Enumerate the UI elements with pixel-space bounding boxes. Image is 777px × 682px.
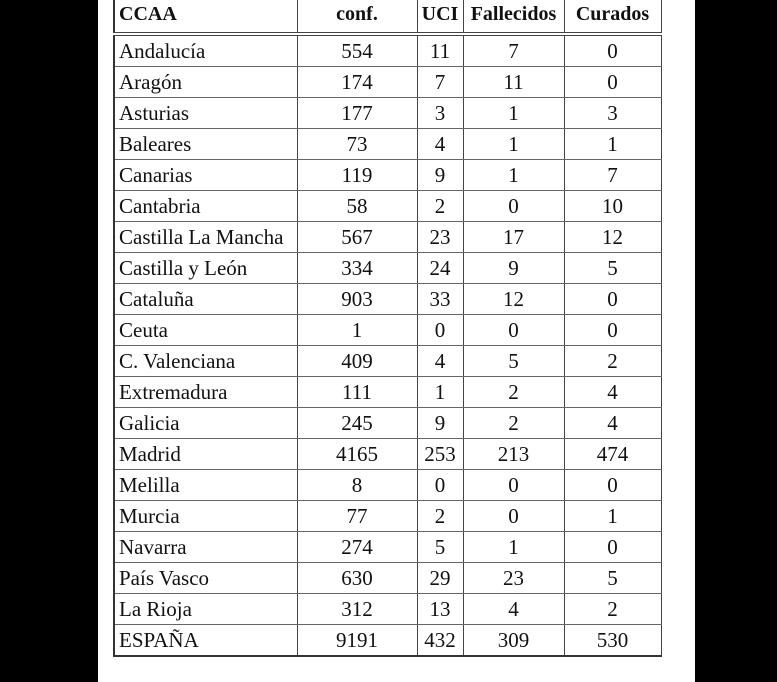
header-uci: UCI [417,0,463,34]
table-row [114,408,661,439]
cell-ccaa: País Vasco [114,563,297,594]
table-row [114,34,661,67]
cell-conf: 58 [297,191,417,222]
cell-fallecidos: 309 [463,625,564,657]
header-ccaa: CCAA [114,0,297,34]
cell-fallecidos: 213 [463,439,564,470]
table-row [114,377,661,408]
table-row [114,191,661,222]
cell-conf: 903 [297,284,417,315]
cell-uci: 24 [417,253,463,284]
cell-ccaa: Madrid [114,439,297,470]
cell-fallecidos: 11 [463,67,564,98]
cell-ccaa: Cataluña [114,284,297,315]
cell-conf: 119 [297,160,417,191]
cell-ccaa: Murcia [114,501,297,532]
cell-fallecidos: 0 [463,315,564,346]
table-header-row [114,0,661,34]
cell-uci: 7 [417,67,463,98]
cell-fallecidos: 12 [463,284,564,315]
table-row [114,129,661,160]
cell-curados: 0 [564,315,661,346]
cell-fallecidos: 5 [463,346,564,377]
ccaa-cases-table [113,0,662,657]
cell-fallecidos: 0 [463,501,564,532]
cell-uci: 23 [417,222,463,253]
cell-fallecidos: 9 [463,253,564,284]
cell-ccaa: La Rioja [114,594,297,625]
cell-ccaa: Castilla La Mancha [114,222,297,253]
cell-ccaa: Aragón [114,67,297,98]
cell-conf: 4165 [297,439,417,470]
table-row [114,625,661,657]
cell-uci: 13 [417,594,463,625]
cell-curados: 4 [564,377,661,408]
cell-uci: 29 [417,563,463,594]
cell-fallecidos: 2 [463,377,564,408]
cell-curados: 2 [564,594,661,625]
cell-conf: 8 [297,470,417,501]
cell-ccaa: ESPAÑA [114,625,297,657]
table-row [114,160,661,191]
cell-ccaa: Asturias [114,98,297,129]
cell-conf: 111 [297,377,417,408]
cell-curados: 1 [564,129,661,160]
cell-uci: 9 [417,408,463,439]
cell-uci: 5 [417,532,463,563]
cell-uci: 0 [417,470,463,501]
cell-curados: 474 [564,439,661,470]
cell-conf: 9191 [297,625,417,657]
table-row [114,594,661,625]
cell-uci: 11 [417,34,463,67]
cell-uci: 4 [417,346,463,377]
cell-ccaa: Ceuta [114,315,297,346]
cell-curados: 1 [564,501,661,532]
cell-fallecidos: 1 [463,129,564,160]
table-row [114,253,661,284]
cell-fallecidos: 23 [463,563,564,594]
table-row [114,470,661,501]
cell-ccaa: Galicia [114,408,297,439]
cell-fallecidos: 17 [463,222,564,253]
table-row [114,222,661,253]
cell-conf: 73 [297,129,417,160]
cell-fallecidos: 7 [463,34,564,67]
cell-fallecidos: 0 [463,470,564,501]
cell-curados: 3 [564,98,661,129]
cell-conf: 77 [297,501,417,532]
cell-conf: 630 [297,563,417,594]
cell-conf: 409 [297,346,417,377]
cell-conf: 274 [297,532,417,563]
cell-uci: 432 [417,625,463,657]
header-conf: conf. [297,0,417,34]
cell-fallecidos: 1 [463,98,564,129]
table-row [114,346,661,377]
cell-ccaa: Navarra [114,532,297,563]
table-row [114,284,661,315]
cell-ccaa: Castilla y León [114,253,297,284]
cell-curados: 10 [564,191,661,222]
cell-conf: 1 [297,315,417,346]
table-row [114,67,661,98]
cell-curados: 0 [564,34,661,67]
cell-uci: 0 [417,315,463,346]
cell-curados: 0 [564,67,661,98]
cell-curados: 12 [564,222,661,253]
cell-fallecidos: 1 [463,532,564,563]
cell-curados: 4 [564,408,661,439]
cell-uci: 33 [417,284,463,315]
cell-fallecidos: 1 [463,160,564,191]
cell-uci: 4 [417,129,463,160]
cell-conf: 312 [297,594,417,625]
header-curados: Curados [564,0,661,34]
cell-curados: 0 [564,470,661,501]
cell-curados: 530 [564,625,661,657]
cell-curados: 2 [564,346,661,377]
cell-curados: 5 [564,563,661,594]
cell-ccaa: Melilla [114,470,297,501]
cell-conf: 334 [297,253,417,284]
cell-uci: 9 [417,160,463,191]
table-row [114,439,661,470]
document-page [98,0,695,682]
cell-curados: 0 [564,532,661,563]
cell-uci: 2 [417,501,463,532]
cell-fallecidos: 2 [463,408,564,439]
cell-curados: 7 [564,160,661,191]
cell-ccaa: Andalucía [114,34,297,67]
table-row [114,98,661,129]
header-fallecidos: Fallecidos [463,0,564,34]
cell-uci: 3 [417,98,463,129]
cell-conf: 554 [297,34,417,67]
table-row [114,501,661,532]
cell-uci: 2 [417,191,463,222]
cell-curados: 0 [564,284,661,315]
table-row [114,563,661,594]
cell-uci: 253 [417,439,463,470]
table-row [114,315,661,346]
cell-ccaa: Baleares [114,129,297,160]
cell-uci: 1 [417,377,463,408]
cell-ccaa: C. Valenciana [114,346,297,377]
table-row [114,532,661,563]
cell-ccaa: Cantabria [114,191,297,222]
cell-ccaa: Extremadura [114,377,297,408]
cell-conf: 567 [297,222,417,253]
cell-conf: 245 [297,408,417,439]
cell-fallecidos: 4 [463,594,564,625]
cell-curados: 5 [564,253,661,284]
cell-ccaa: Canarias [114,160,297,191]
cell-fallecidos: 0 [463,191,564,222]
cell-conf: 174 [297,67,417,98]
cell-conf: 177 [297,98,417,129]
